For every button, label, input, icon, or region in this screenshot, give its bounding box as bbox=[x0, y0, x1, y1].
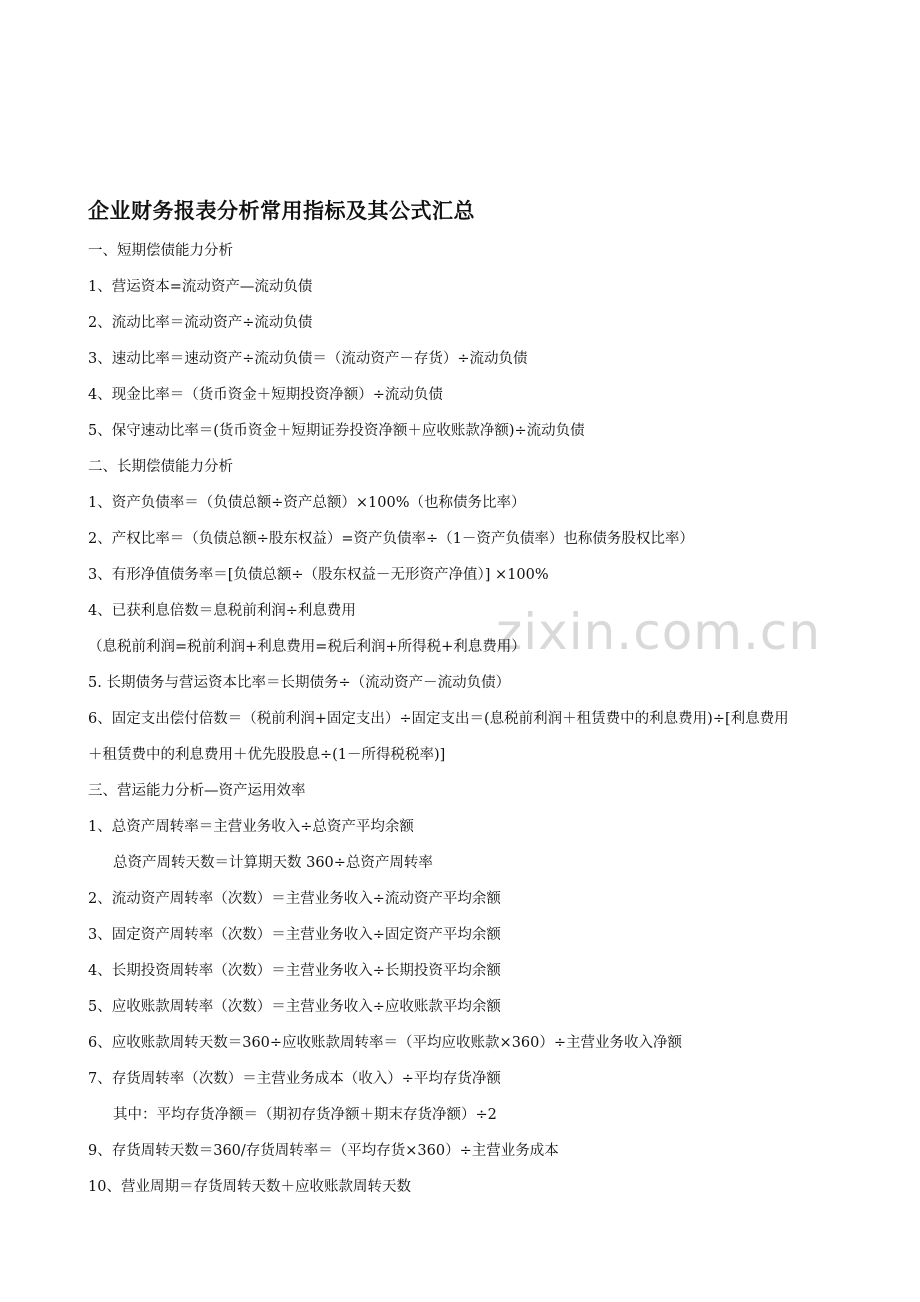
text-line: 3、有形净值债务率＝[负债总额÷（股东权益－无形资产净值）] ×100% bbox=[88, 567, 549, 583]
text-line: ＋租赁费中的利息费用＋优先股股息÷(1－所得税税率)] bbox=[88, 747, 446, 763]
text-line: 4、已获利息倍数＝息税前利润÷利息费用 bbox=[88, 603, 356, 619]
section-heading: 三、营运能力分析—资产运用效率 bbox=[88, 783, 306, 799]
text-line: 7、存货周转率（次数）＝主营业务成本（收入）÷平均存货净额 bbox=[88, 1071, 501, 1087]
text-line: 5. 长期债务与营运资本比率＝长期债务÷（流动资产－流动负债） bbox=[88, 675, 511, 691]
section-heading: 二、长期偿债能力分析 bbox=[88, 459, 233, 475]
section-heading: 一、短期偿债能力分析 bbox=[88, 243, 233, 259]
text-line: 5、应收账款周转率（次数）＝主营业务收入÷应收账款平均余额 bbox=[88, 999, 501, 1015]
text-line: 1、资产负债率＝（负债总额÷资产总额）×100%（也称债务比率） bbox=[88, 495, 526, 511]
watermark: zixin.com.cn bbox=[496, 603, 822, 661]
text-line: 其中：平均存货净额＝（期初存货净额＋期末存货净额）÷2 bbox=[113, 1107, 497, 1123]
text-line: 3、固定资产周转率（次数）＝主营业务收入÷固定资产平均余额 bbox=[88, 927, 501, 943]
text-line: 2、流动资产周转率（次数）＝主营业务收入÷流动资产平均余额 bbox=[88, 891, 501, 907]
text-line: 5、保守速动比率＝(货币资金＋短期证券投资净额＋应收账款净额)÷流动负债 bbox=[88, 423, 585, 439]
text-line: 10、营业周期＝存货周转天数＋应收账款周转天数 bbox=[88, 1179, 411, 1195]
text-line: 4、长期投资周转率（次数）＝主营业务收入÷长期投资平均余额 bbox=[88, 963, 501, 979]
text-line: 2、产权比率＝（负债总额÷股东权益）=资产负债率÷（1－资产负债率）也称债务股权比率） bbox=[88, 531, 694, 547]
text-line: 3、速动比率＝速动资产÷流动负债＝（流动资产－存货）÷流动负债 bbox=[88, 351, 528, 367]
text-line: 6、固定支出偿付倍数＝（税前利润+固定支出）÷固定支出＝(息税前利润＋租赁费中的利息费用)÷[利息费用 bbox=[88, 711, 789, 727]
text-line: 9、存货周转天数＝360/存货周转率＝（平均存货×360）÷主营业务成本 bbox=[88, 1143, 559, 1159]
page-title: 企业财务报表分析常用指标及其公式汇总 bbox=[88, 199, 475, 223]
text-line: （息税前利润=税前利润+利息费用=税后利润+所得税+利息费用） bbox=[88, 639, 526, 655]
text-line: 6、应收账款周转天数＝360÷应收账款周转率＝（平均应收账款×360）÷主营业务收入净额 bbox=[88, 1035, 683, 1051]
text-line: 1、总资产周转率＝主营业务收入÷总资产平均余额 bbox=[88, 819, 414, 835]
text-line: 2、流动比率＝流动资产÷流动负债 bbox=[88, 315, 313, 331]
text-line: 1、营运资本=流动资产—流动负债 bbox=[88, 279, 313, 295]
text-line: 总资产周转天数＝计算期天数 360÷总资产周转率 bbox=[113, 855, 433, 871]
text-line: 4、现金比率＝（货币资金＋短期投资净额）÷流动负债 bbox=[88, 387, 443, 403]
